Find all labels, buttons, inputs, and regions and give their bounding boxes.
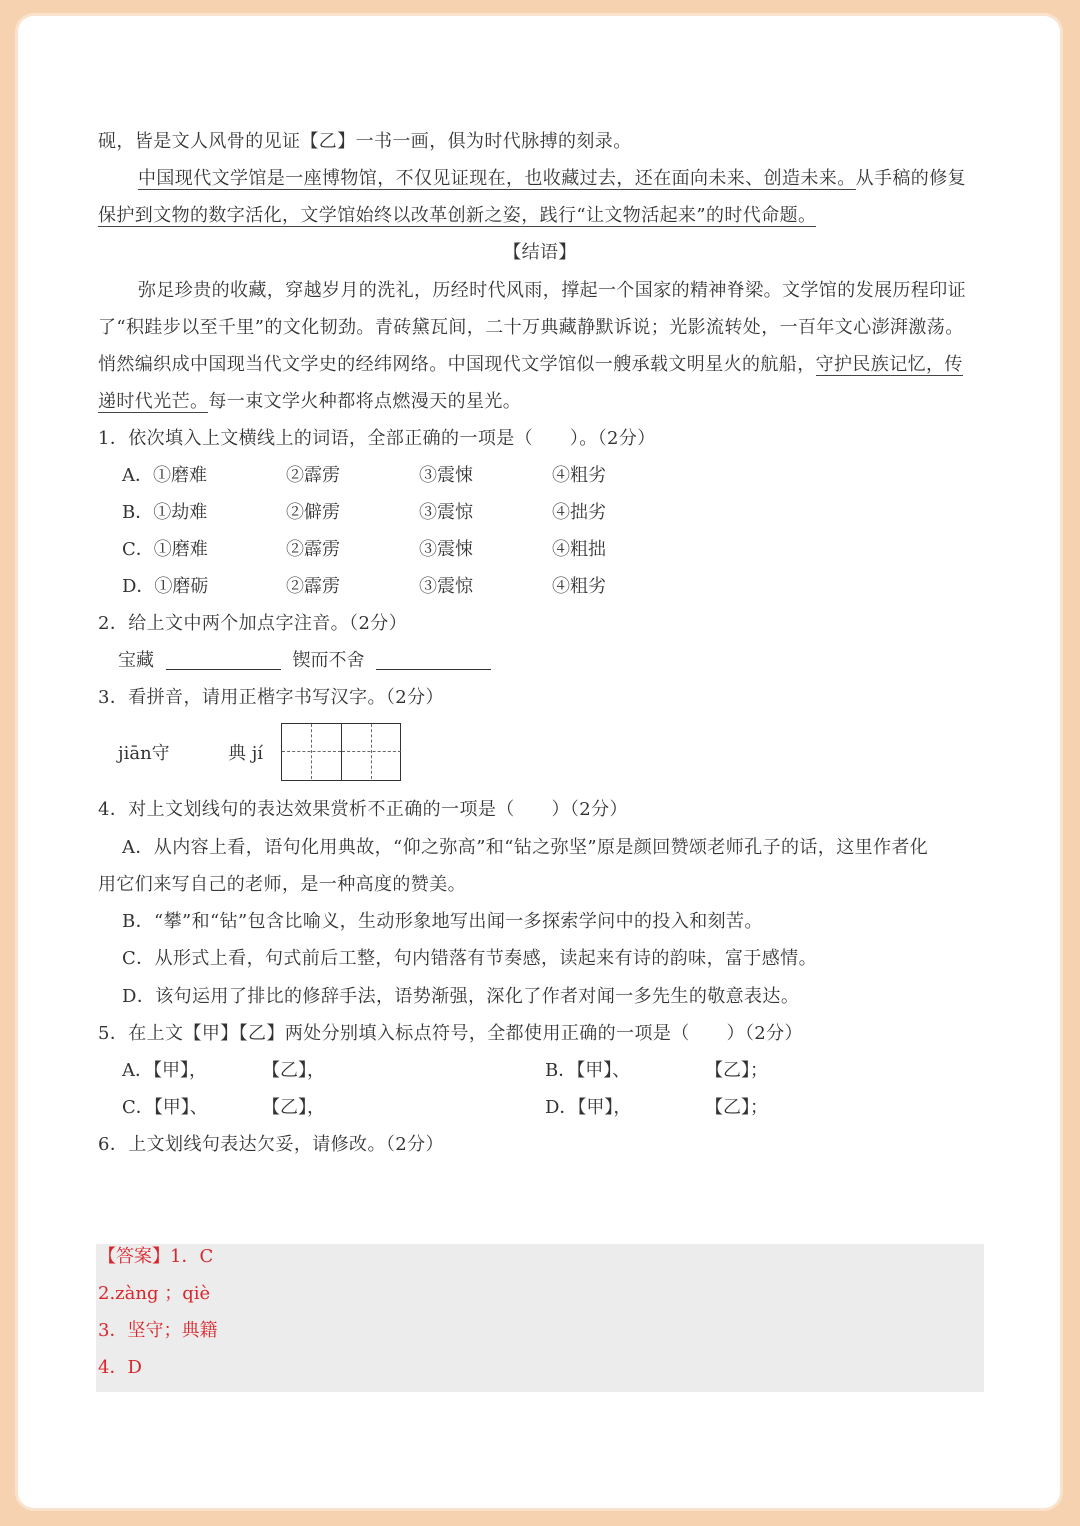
q5-option-c-jia: C．【甲】、 — [122, 1097, 208, 1118]
writing-grid-cell[interactable] — [342, 724, 401, 779]
q1-option-a-2: ②霹雳 — [286, 465, 340, 486]
q4-option-c: C．从形式上看，句式前后工整，句内错落有节奏感，读起来有诗的韵味，富于感情。 — [122, 948, 817, 969]
q5-option-a-jia: A．【甲】， — [122, 1060, 207, 1081]
answer-4: 4．D — [98, 1357, 142, 1378]
q1-option-b-3: ③震惊 — [419, 502, 473, 523]
q5-option-d-yi: 【乙】； — [705, 1097, 768, 1118]
q1-option-c-4: ④粗拙 — [552, 539, 606, 560]
passage-line — [98, 389, 521, 415]
q5-option-a-yi: 【乙】， — [262, 1060, 325, 1081]
q1-option-a-3: ③震悚 — [419, 465, 473, 486]
q2-blank-2[interactable] — [376, 669, 491, 670]
passage-line: 砚，皆是文人风骨的见证【乙】一书一画，俱为时代脉搏的刻录。 — [98, 131, 632, 152]
q4-option-d: D．该句运用了排比的修辞手法，语势渐强，深化了作者对闻一多先生的敬意表达。 — [122, 986, 800, 1007]
q1-option-b-4: ④拙劣 — [552, 502, 606, 523]
q1-option-d-1: D．①磨砺 — [122, 576, 209, 597]
q1-option-b-2: ②僻雳 — [286, 502, 340, 523]
q1-option-c-3: ③震悚 — [419, 539, 473, 560]
question-3-stem: 3．看拼音，请用正楷字书写汉字。（2分） — [98, 687, 444, 708]
answer-1: 【答案】1．C — [98, 1246, 214, 1267]
q1-option-d-4: ④粗劣 — [552, 576, 606, 597]
passage-text: 从手稿的修复 — [855, 168, 967, 189]
question-4-stem: 4．对上文划线句的表达效果赏析不正确的一项是（ ）（2分） — [98, 799, 628, 820]
q5-option-b-yi: 【乙】； — [705, 1060, 768, 1081]
q1-option-a-1: A．①磨难 — [122, 465, 207, 486]
writing-grid[interactable] — [281, 723, 401, 781]
q4-option-a: A．从内容上看，语句化用典故，“仰之弥高”和“钻之弥坚”原是颜回赞颂老师孔子的话，这里作者化 — [122, 837, 929, 858]
section-heading: 【结语】 — [503, 242, 577, 263]
q3-item-1: jiān守 — [118, 743, 170, 764]
q3-item-2: 典 jí — [228, 743, 264, 764]
q1-option-d-2: ②霹雳 — [286, 576, 340, 597]
question-6-stem: 6．上文划线句表达欠妥，请修改。（2分） — [98, 1134, 444, 1155]
q2-word-2: 锲而不舍 — [292, 650, 365, 671]
passage-line: 弥足珍贵的收藏，穿越岁月的洗礼，历经时代风雨，撑起一个国家的精神脊梁。文学馆的发展历程印证 — [138, 280, 966, 301]
question-1-stem: 1．依次填入上文横线上的词语，全部正确的一项是（ ）。（2分） — [98, 428, 656, 449]
question-5-stem: 5．在上文【甲】【乙】两处分别填入标点符号，全都使用正确的一项是（ ）（2分） — [98, 1023, 803, 1044]
underlined-sentence: 守护民族记忆，传 — [815, 354, 963, 375]
passage-line — [98, 352, 963, 378]
passage-line: 了“积跬步以至千里”的文化韧劲。青砖黛瓦间，二十万典藏静默诉说；光影流转处，一百年文心澎湃激荡。 — [98, 317, 964, 338]
underlined-sentence: 中国现代文学馆是一座博物馆，不仅见证现在，也收藏过去，还在面向未来、创造未来。 — [138, 168, 856, 189]
q4-option-b: B．“攀”和“钻”包含比喻义，生动形象地写出闻一多探索学问中的投入和刻苦。 — [122, 911, 763, 932]
answer-panel — [96, 1244, 984, 1392]
passage-text: 每一束文学火种都将点燃漫天的星光。 — [208, 391, 522, 412]
q1-option-b-1: B．①劫难 — [122, 502, 208, 523]
q1-option-d-3: ③震惊 — [419, 576, 473, 597]
underlined-sentence-cont: 保护到文物的数字活化，文学馆始终以改革创新之姿，践行“让文物活起来”的时代命题。 — [98, 205, 817, 226]
q1-option-c-1: C．①磨难 — [122, 539, 208, 560]
answer-3: 3．坚守；典籍 — [98, 1320, 218, 1341]
q5-option-d-jia: D．【甲】， — [545, 1097, 632, 1118]
answer-2: 2.zàng ；qiè — [98, 1283, 211, 1304]
passage-text: 悄然编织成中国现当代文学史的经纬网络。中国现代文学馆似一艘承载文明星火的航船， — [98, 354, 816, 375]
q1-option-a-4: ④粗劣 — [552, 465, 606, 486]
q2-word-1: 宝藏 — [118, 650, 154, 671]
q1-option-c-2: ②霹雳 — [286, 539, 340, 560]
passage-line — [98, 203, 816, 229]
q5-option-b-jia: B．【甲】、 — [545, 1060, 631, 1081]
underlined-sentence-cont: 递时代光芒。 — [98, 391, 209, 412]
q2-blank-1[interactable] — [166, 669, 281, 670]
q2-answer-row — [118, 648, 497, 674]
passage-line — [138, 166, 966, 192]
question-2-stem: 2．给上文中两个加点字注音。（2分） — [98, 613, 408, 634]
writing-grid-cell[interactable] — [282, 724, 341, 779]
q4-option-a-cont: 用它们来写自己的老师，是一种高度的赞美。 — [98, 874, 466, 895]
q5-option-c-yi: 【乙】， — [262, 1097, 325, 1118]
